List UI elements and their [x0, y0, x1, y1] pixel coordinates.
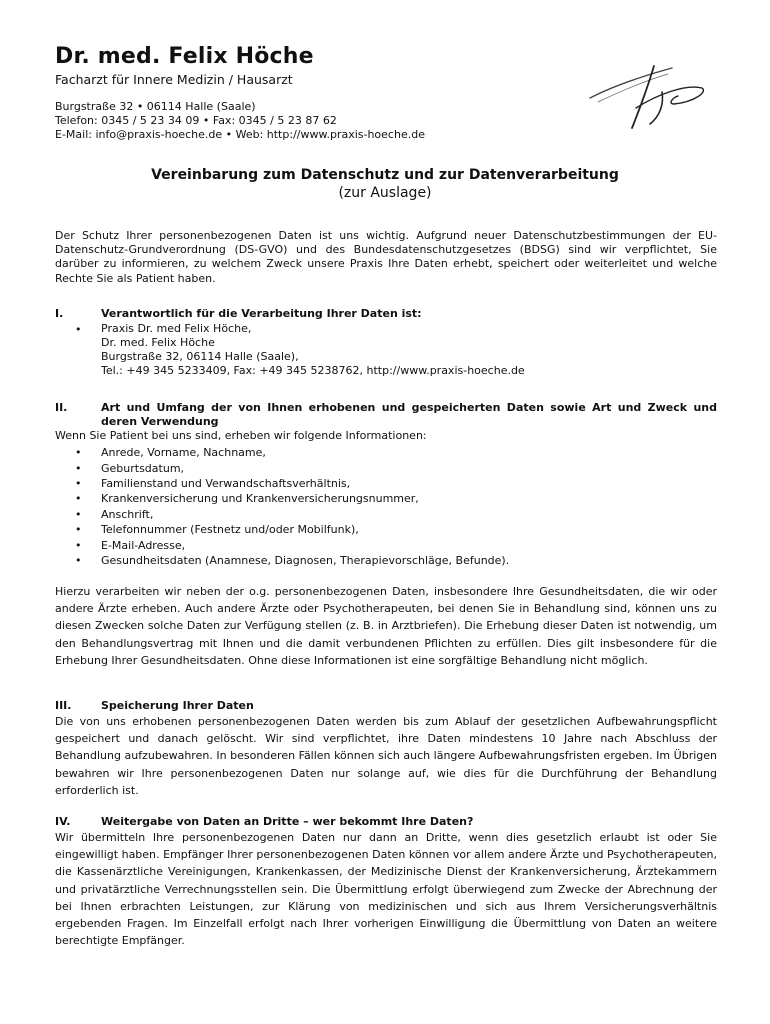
section-1-number: I.	[55, 307, 64, 320]
section-1	[55, 307, 717, 378]
bullet-icon: •	[75, 492, 82, 506]
bullet-icon: •	[75, 323, 82, 336]
bullet-icon: •	[75, 538, 82, 552]
section-4-paragraph: Wir übermitteln Ihre personenbezogenen Daten nur dann an Dritte, wenn dies gesetzlich erlaubt ist oder Sie eingewilligt haben. Empfänger Ihrer personenbezogenen Daten können vor allem andere Ärzte und Psychotherapeuten, die Kassenärztliche Vereinigungen, Krankenkassen, der Medizinische Dienst der Krankenversicherung, Ärztekammern und privatärztliche Verrechnungsstellen sein. Die Übermittlung erfolgt überwiegend zum Zwecke der Abrechnung der bei Ihnen erbrachten Leistungen, zur Klärung von medizinischen und sich aus Ihrem Versicherungsverhältnis ergebenden Fragen. Im Einzelfall erfolgt nach Ihrer vorherigen Einwilligung die Übermittlung von Daten an weitere berechtigte Empfänger.	[55, 831, 717, 948]
title-sub: (zur Auslage)	[338, 185, 432, 201]
doctor-name: Dr. med. Felix Höche	[55, 44, 314, 69]
section-2	[55, 401, 717, 568]
section-2-paragraph: Hierzu verarbeiten wir neben der o.g. personenbezogenen Daten, insbesondere Ihre Gesundheitsdaten, die wir oder andere Ärzte erheben. Auch andere Ärzte oder Psychotherapeuten, bei denen Sie in Behandlung sind, können uns zu diesen Zwecken solche Daten zur Verfügung stellen (z. B. in Arztbriefen). Die Erhebung dieser Daten ist notwendig, um den Behandlungsvertrag mit Ihnen und die damit verbundenen Pflichten zu erfüllen. Dies gilt insbesondere für die Erhebung Ihrer Gesundheitsdaten. Ohne diese Informationen ist eine sorgfältige Behandlung nicht möglich.	[55, 585, 717, 667]
section-2-lead: Wenn Sie Patient bei uns sind, erheben wir folgende Informationen:	[55, 429, 427, 442]
list-item	[55, 507, 717, 522]
controller-address	[101, 322, 717, 378]
section-2-number: II.	[55, 401, 68, 414]
email-line: E-Mail: info@praxis-hoeche.de • Web: http://www.praxis-hoeche.de	[55, 128, 425, 141]
list-item	[55, 538, 717, 553]
section-3-title: Speicherung Ihrer Daten	[101, 699, 254, 712]
signature-logo	[588, 58, 708, 138]
list-item	[55, 445, 717, 460]
address-line: Tel.: +49 345 5233409, Fax: +49 345 5238762, http://www.praxis-hoeche.de	[101, 364, 525, 377]
list-item-text: Telefonnummer (Festnetz und/oder Mobilfunk),	[101, 523, 359, 537]
list-item-text: Anschrift,	[101, 507, 154, 521]
intro-section	[55, 229, 717, 286]
list-item-text: Anrede, Vorname, Nachname,	[101, 446, 266, 460]
address-line: Dr. med. Felix Höche	[101, 336, 215, 349]
letterhead	[55, 44, 615, 142]
section-3-paragraph: Die von uns erhobenen personenbezogenen Daten werden bis zum Ablauf der gesetzlichen Aufbewahrungspflicht gespeichert und danach gelöscht. Wir sind verpflichtet, ihre Daten mindestens 10 Jahre nach Abschluss der Behandlung aufzubewahren. In besonderen Fällen können sich auch längere Aufbewahrungsfristen ergeben. Im Übrigen bewahren wir Ihre personenbezogenen Daten nur solange auf, wie dies für die Durchführung der Behandlung erforderlich ist.	[55, 715, 717, 797]
list-item-text: E-Mail-Adresse,	[101, 538, 186, 552]
section-2-body	[55, 583, 717, 669]
section-4-title: Weitergabe von Daten an Dritte – wer bekommt Ihre Daten?	[101, 815, 474, 828]
section-1-title: Verantwortlich für die Verarbeitung Ihrer Daten ist:	[101, 307, 422, 320]
intro-paragraph: Der Schutz Ihrer personenbezogenen Daten ist uns wichtig. Aufgrund neuer Datenschutzbestimmungen der EU-Datenschutz-Grundverordnung (DS-GVO) und des Bundesdatenschutzgesetzes (BDSG) sind wir verpflichtet, Sie darüber zu informieren, zu welchem Zweck unsere Praxis Ihre Daten erhebt, speichert oder weiterleitet und welche Rechte Sie als Patient haben.	[55, 229, 717, 285]
section-4-heading	[55, 815, 717, 829]
list-item	[55, 491, 717, 506]
address-line: Praxis Dr. med Felix Höche,	[101, 322, 252, 335]
bullet-icon: •	[75, 477, 82, 491]
list-item-text: Familienstand und Verwandschaftsverhältnis,	[101, 477, 351, 491]
section-4	[55, 815, 717, 949]
phone-line: Telefon: 0345 / 5 23 34 09 • Fax: 0345 / 5 23 87 62	[55, 114, 337, 127]
bullet-icon: •	[75, 554, 82, 568]
bullet-icon: •	[75, 523, 82, 537]
bullet-icon: •	[75, 507, 82, 521]
section-1-list	[55, 322, 717, 378]
list-item	[55, 553, 717, 568]
section-3-heading	[55, 699, 717, 713]
section-2-title: Art und Umfang der von Ihnen erhobenen und gespeicherten Daten sowie Art und Zweck und deren Verwendung	[101, 401, 717, 428]
section-4-number: IV.	[55, 815, 71, 828]
list-item	[55, 322, 717, 378]
list-item-text: Gesundheitsdaten (Anamnese, Diagnosen, Therapievorschläge, Befunde).	[101, 554, 510, 568]
bullet-icon: •	[75, 461, 82, 475]
document-title	[0, 167, 770, 202]
list-item	[55, 476, 717, 491]
section-1-heading	[55, 307, 717, 321]
title-main: Vereinbarung zum Datenschutz und zur Datenverarbeitung	[151, 167, 619, 183]
section-2-list	[55, 445, 717, 568]
specialty: Facharzt für Innere Medizin / Hausarzt	[55, 72, 293, 87]
address-line: Burgstraße 32 • 06114 Halle (Saale)	[55, 100, 256, 113]
section-3	[55, 699, 717, 799]
section-2-heading	[55, 401, 717, 429]
bullet-icon: •	[75, 446, 82, 460]
address-line: Burgstraße 32, 06114 Halle (Saale),	[101, 350, 299, 363]
list-item-text: Krankenversicherung und Krankenversicherungsnummer,	[101, 492, 419, 506]
section-3-number: III.	[55, 699, 72, 712]
list-item	[55, 522, 717, 537]
list-item	[55, 461, 717, 476]
list-item-text: Geburtsdatum,	[101, 461, 185, 475]
contact-block	[55, 100, 615, 142]
